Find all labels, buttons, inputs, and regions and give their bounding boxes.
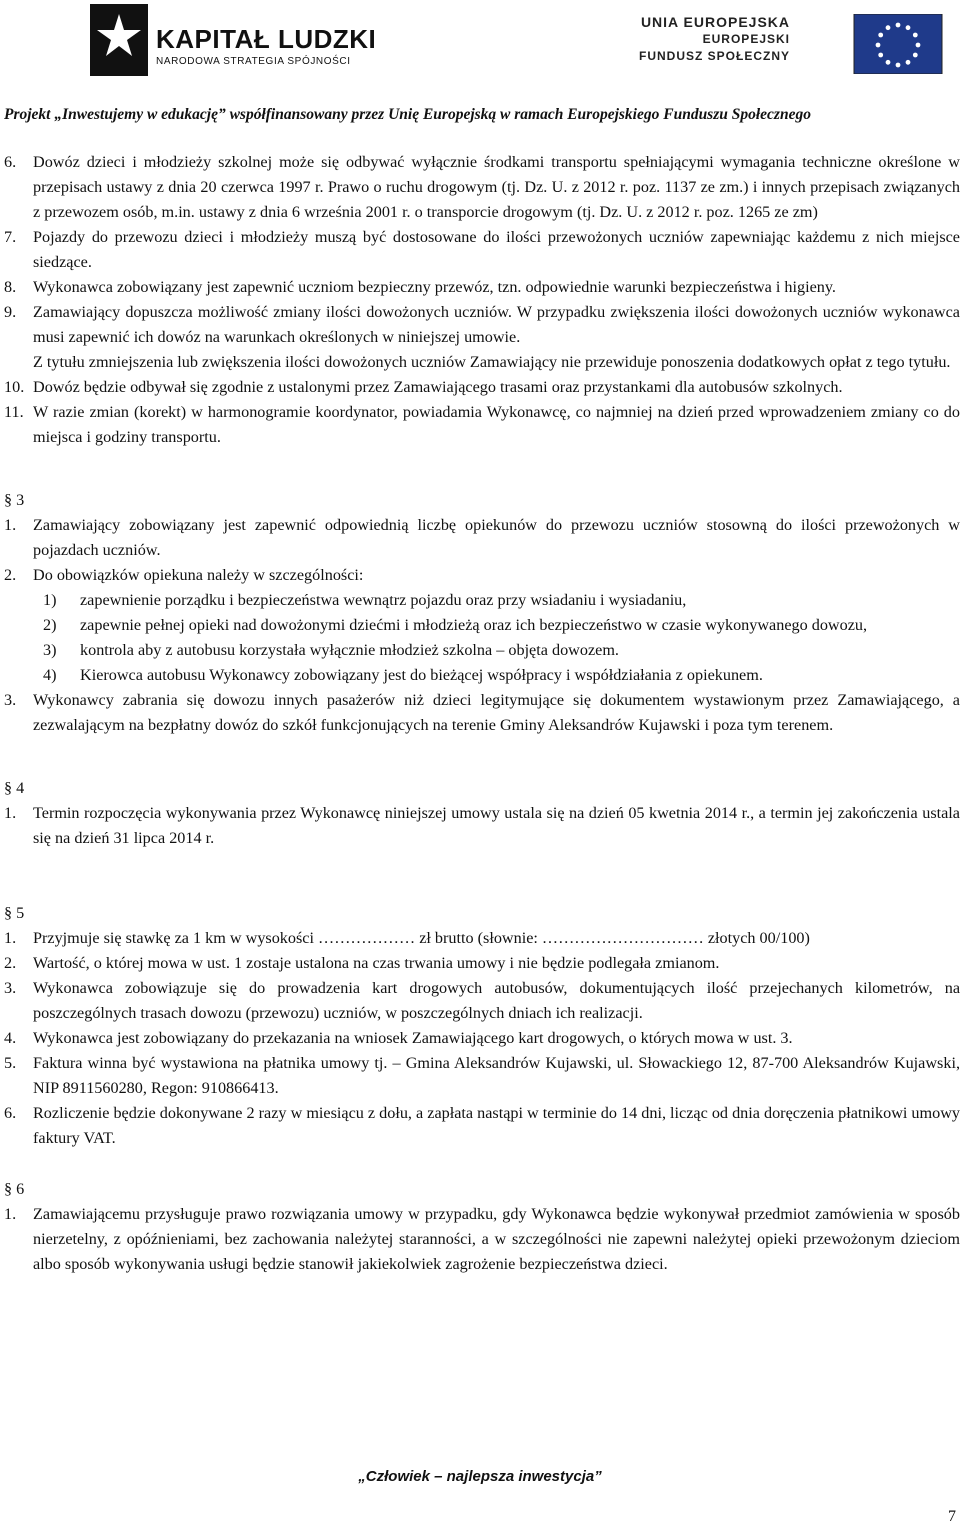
list-item-number: 2. <box>4 954 17 972</box>
list-item-text: Wykonawca jest zobowiązany do przekazania na wniosek Zamawiającego kart drogowych, o których mowa w ust. 3. <box>33 1029 793 1047</box>
list-item-number: 6. <box>4 1104 17 1122</box>
list-item-number: 1. <box>4 516 17 534</box>
eu-logo-text <box>639 14 790 65</box>
list-item-number: 10. <box>4 378 25 396</box>
sub-list-item-number: 2) <box>43 616 57 634</box>
list-item <box>0 225 960 275</box>
eu-logo-line1: UNIA EUROPEJSKA <box>640 14 790 30</box>
list-item-text: Wykonawca zobowiązany jest zapewnić uczniom bezpieczny przewóz, tzn. odpowiednie warunki bezpieczeństwa i higieny. <box>33 278 836 296</box>
list-item-number: 6. <box>4 153 17 171</box>
list-item-number: 1. <box>4 804 17 822</box>
list-item <box>0 375 960 400</box>
list-item-text: Dowóz dzieci i młodzieży szkolnej może się odbywać wyłącznie środkami transportu spełniającymi wymagania techniczne określone w przepisach ustawy z dnia 20 czerwca 1997 r. Prawo o ruchu drogowym (tj. Dz. U. z 2012 r. poz. 1137 ze zm.) i innych przepisach związanych z przewozem osób, m.in. ustawy z dnia 6 września 2001 r. o transporcie drogowym (tj. Dz. U. z 2012 r. poz. 1265 ze zm) <box>33 153 960 221</box>
list-item <box>0 300 960 350</box>
document-body <box>0 150 960 1277</box>
list-item-text: Wykonawcy zabrania się dowozu innych pasażerów niż dzieci legitymujące się dokumentem wystawionym przez Zamawiającego, a zezwalającym na bezpłatny dowóz do szkół funkcjonujących na terenie Gminy Aleksandrów Kujawski i poza tym terenem. <box>33 691 960 734</box>
sub-list-item-number: 3) <box>43 641 57 659</box>
project-cofinancing-line: Projekt „Inwestujemy w edukację” współfinansowany przez Unię Europejską w ramach Europejskiego Funduszu Społecznego <box>4 106 811 123</box>
sub-list-item-text: kontrola aby z autobusu korzystała wyłącznie młodzież szkolna – objęta dowozem. <box>80 641 619 659</box>
eu-logo <box>638 14 950 74</box>
kapital-ludzki-title: KAPITAŁ LUDZKI <box>156 24 377 54</box>
sub-list-item-number: 1) <box>43 591 57 609</box>
sub-list-item <box>0 613 960 638</box>
page-number: 7 <box>948 1508 956 1525</box>
list-item <box>0 150 960 225</box>
list-item-number: 5. <box>4 1054 17 1072</box>
list-item-number: 7. <box>4 228 17 246</box>
eu-flag-icon <box>800 14 950 74</box>
list-item-number: 3. <box>4 691 17 709</box>
list-item-text: Pojazdy do przewozu dzieci i młodzieży muszą być dostosowane do ilości przewożonych uczniów zapewniając każdemu z nich miejsce siedzące. <box>33 228 960 271</box>
list-item-number: 3. <box>4 979 17 997</box>
list-item-number: 8. <box>4 278 17 296</box>
list-item <box>0 513 960 563</box>
list-item-text: Zamawiającemu przysługuje prawo rozwiązania umowy w przypadku, gdy Wykonawca będzie wykonywał przedmiot zamówienia w sposób nierzetelny, z opóźnieniami, bez zachowania należytej staranności, a w szczególności nie zapewni należytej opieki przewożonym dzieciom albo sposób wykonywania usługi będzie stanowił jakiekolwiek zagrożenie bezpieczeństwa dzieci. <box>33 1205 960 1273</box>
sub-list-item <box>0 588 960 613</box>
list-item <box>0 688 960 738</box>
kapital-ludzki-subtitle: NARODOWA STRATEGIA SPÓJNOŚCI <box>156 56 351 67</box>
list-item <box>0 1026 960 1051</box>
page-header <box>0 0 960 123</box>
list-item-text: Zamawiający zobowiązany jest zapewnić odpowiednią liczbę opiekunów do przewozu uczniów stosowną do ilości przewożonych w pojazdach uczniów. <box>33 516 960 559</box>
kapital-ludzki-logo <box>90 4 377 76</box>
sub-list-item <box>0 663 960 688</box>
list-item <box>0 926 960 951</box>
list-item <box>0 951 960 976</box>
list-item <box>0 976 960 1026</box>
list-item <box>0 563 960 588</box>
list-item <box>0 275 960 300</box>
sub-list-item-text: Kierowca autobusu Wykonawcy zobowiązany jest do bieżącej współpracy i współdziałania z opiekunem. <box>80 666 763 684</box>
list-item-text: Wartość, o której mowa w ust. 1 zostaje ustalona na czas trwania umowy i nie będzie podlegała zmianom. <box>33 954 720 972</box>
section-4-heading: § 4 <box>4 779 25 797</box>
list-item-number: 1. <box>4 1205 17 1223</box>
list-item-text: W razie zmian (korekt) w harmonogramie koordynator, powiadamia Wykonawcę, co najmniej na dzień przed wprowadzeniem zmiany co do miejsca i godziny transportu. <box>33 403 960 446</box>
list-item <box>0 1101 960 1151</box>
sub-list-item-number: 4) <box>43 666 57 684</box>
sub-list-item-text: zapewnienie porządku i bezpieczeństwa wewnątrz pojazdu oraz przy wsiadaniu i wysiadaniu, <box>80 591 687 609</box>
list-item-number: 11. <box>4 403 24 421</box>
item-9-continuation: Z tytułu zmniejszenia lub zwiększenia ilości dowożonych uczniów Zamawiający nie przewiduje ponoszenia dodatkowych opłat z tego tytułu. <box>33 353 951 371</box>
list-item <box>0 400 960 450</box>
list-item-text: Faktura winna być wystawiona na płatnika umowy tj. – Gmina Aleksandrów Kujawski, ul. Słowackiego 12, 87-700 Aleksandrów Kujawski, NIP 8911560280, Regon: 910866413. <box>33 1054 960 1097</box>
list-item-number: 1. <box>4 929 17 947</box>
eu-logo-line3: FUNDUSZ SPOŁECZNY <box>638 49 790 63</box>
sub-list-item-text: zapewnie pełnej opieki nad dowożonymi dziećmi i młodzieżą oraz ich bezpieczeństwo w czasie wykonywanego dowozu, <box>80 616 868 634</box>
list-item-text: Przyjmuje się stawkę za 1 km w wysokości ……………… zł brutto (słownie: ………………………… złotych 00/100) <box>33 929 810 947</box>
eu-logo-line2: EUROPEJSKI <box>702 32 790 46</box>
list-item <box>0 1202 960 1277</box>
list-item-text: Do obowiązków opiekuna należy w szczególności: <box>33 566 364 584</box>
list-item-text: Termin rozpoczęcia wykonywania przez Wykonawcę niniejszej umowy ustala się na dzień 05 kwetnia 2014 r., a termin jej zakończenia ustala się na dzień 31 lipca 2014 r. <box>33 804 960 847</box>
list-item-number: 4. <box>4 1029 17 1047</box>
list-item-text: Zamawiający dopuszcza możliwość zmiany ilości dowożonych uczniów. W przypadku zwiększenia ilości dowożonych uczniów wykonawca musi zapewnić ich dowóz na warunkach określonych w niniejszej umowie. <box>33 303 960 346</box>
section-3-heading: § 3 <box>4 491 25 509</box>
footer-slogan: „Człowiek – najlepsza inwestycja” <box>358 1468 602 1485</box>
list-item-number: 2. <box>4 566 17 584</box>
list-item-number: 9. <box>4 303 17 321</box>
list-item <box>0 801 960 851</box>
kapital-ludzki-star-icon <box>90 4 148 76</box>
list-item-text: Dowóz będzie odbywał się zgodnie z ustalonymi przez Zamawiającego trasami oraz przystankami dla autobusów szkolnych. <box>33 378 843 396</box>
section-6-heading: § 6 <box>4 1180 25 1198</box>
list-item-text: Rozliczenie będzie dokonywane 2 razy w miesiącu z dołu, a zapłata nastąpi w terminie do 14 dni, licząc od dnia doręczenia płatnikowi umowy faktury VAT. <box>33 1104 960 1147</box>
list-item-text: Wykonawca zobowiązuje się do prowadzenia kart drogowych autobusów, dokumentujących ilość przejechanych kilometrów, na poszczególnych trasach dowozu (przewozu) uczniów, w poszczególnych dniach ich realizacji. <box>33 979 960 1022</box>
section-5-heading: § 5 <box>4 904 25 922</box>
list-item <box>0 1051 960 1101</box>
sub-list-item <box>0 638 960 663</box>
